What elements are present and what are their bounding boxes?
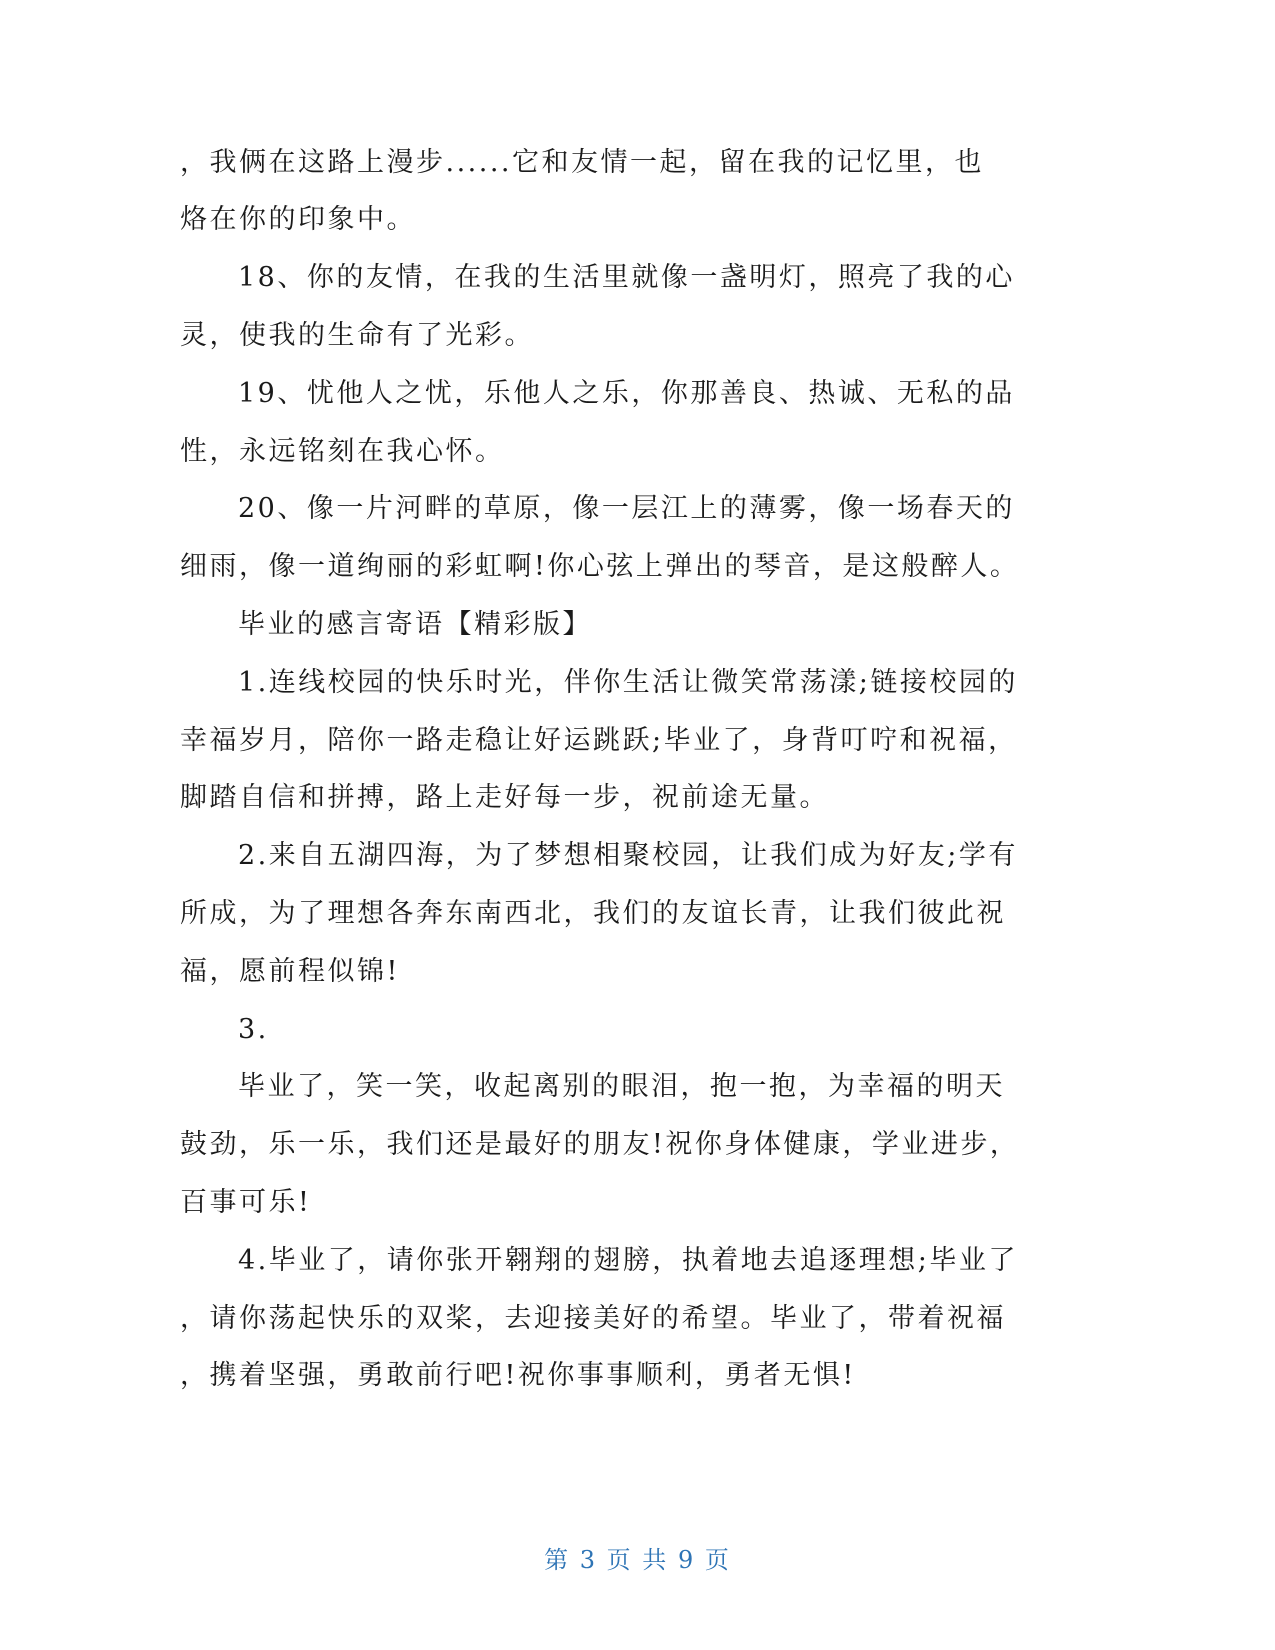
body-line: ，我俩在这路上漫步......它和友情一起，留在我的记忆里，也 bbox=[180, 147, 984, 178]
body-line: 福，愿前程似锦! bbox=[180, 956, 400, 987]
body-line: 毕业了，笑一笑，收起离别的眼泪，抱一抱，为幸福的明天 bbox=[238, 1071, 1005, 1102]
page-number: 第 3 页 共 9 页 bbox=[544, 1546, 731, 1574]
body-line: 脚踏自信和拼搏，路上走好每一步，祝前途无量。 bbox=[180, 782, 829, 813]
body-line: 性，永远铭刻在我心怀。 bbox=[180, 436, 505, 467]
body-line: 鼓劲，乐一乐，我们还是最好的朋友!祝你身体健康，学业进步， bbox=[180, 1129, 1020, 1160]
body-line: 灵，使我的生命有了光彩。 bbox=[180, 320, 534, 351]
body-line: 18、你的友情，在我的生活里就像一盏明灯，照亮了我的心 bbox=[238, 262, 1015, 293]
body-line: 4.毕业了，请你张开翱翔的翅膀，执着地去追逐理想;毕业了 bbox=[238, 1245, 1018, 1276]
body-line: 3. bbox=[238, 1014, 269, 1045]
body-line: 19、忧他人之忧，乐他人之乐，你那善良、热诚、无私的品 bbox=[238, 378, 1015, 409]
section-heading: 毕业的感言寄语【精彩版】 bbox=[238, 609, 592, 640]
body-line: ，携着坚强，勇敢前行吧!祝你事事顺利，勇者无惧! bbox=[180, 1360, 856, 1391]
body-line: 百事可乐! bbox=[180, 1187, 312, 1218]
body-line: ，请你荡起快乐的双桨，去迎接美好的希望。毕业了，带着祝福 bbox=[180, 1303, 1006, 1334]
body-line: 细雨，像一道绚丽的彩虹啊!你心弦上弹出的琴音，是这般醉人。 bbox=[180, 551, 1020, 582]
body-line: 2.来自五湖四海，为了梦想相聚校园，让我们成为好友;学有 bbox=[238, 840, 1018, 871]
body-line: 20、像一片河畔的草原，像一层江上的薄雾，像一场春天的 bbox=[238, 493, 1015, 524]
body-line: 1.连线校园的快乐时光，伴你生活让微笑常荡漾;链接校园的 bbox=[238, 667, 1018, 698]
body-line: 烙在你的印象中。 bbox=[180, 204, 416, 235]
body-line: 幸福岁月，陪你一路走稳让好运跳跃;毕业了，身背叮咛和祝福， bbox=[180, 725, 1018, 756]
body-line: 所成，为了理想各奔东南西北，我们的友谊长青，让我们彼此祝 bbox=[180, 898, 1006, 929]
